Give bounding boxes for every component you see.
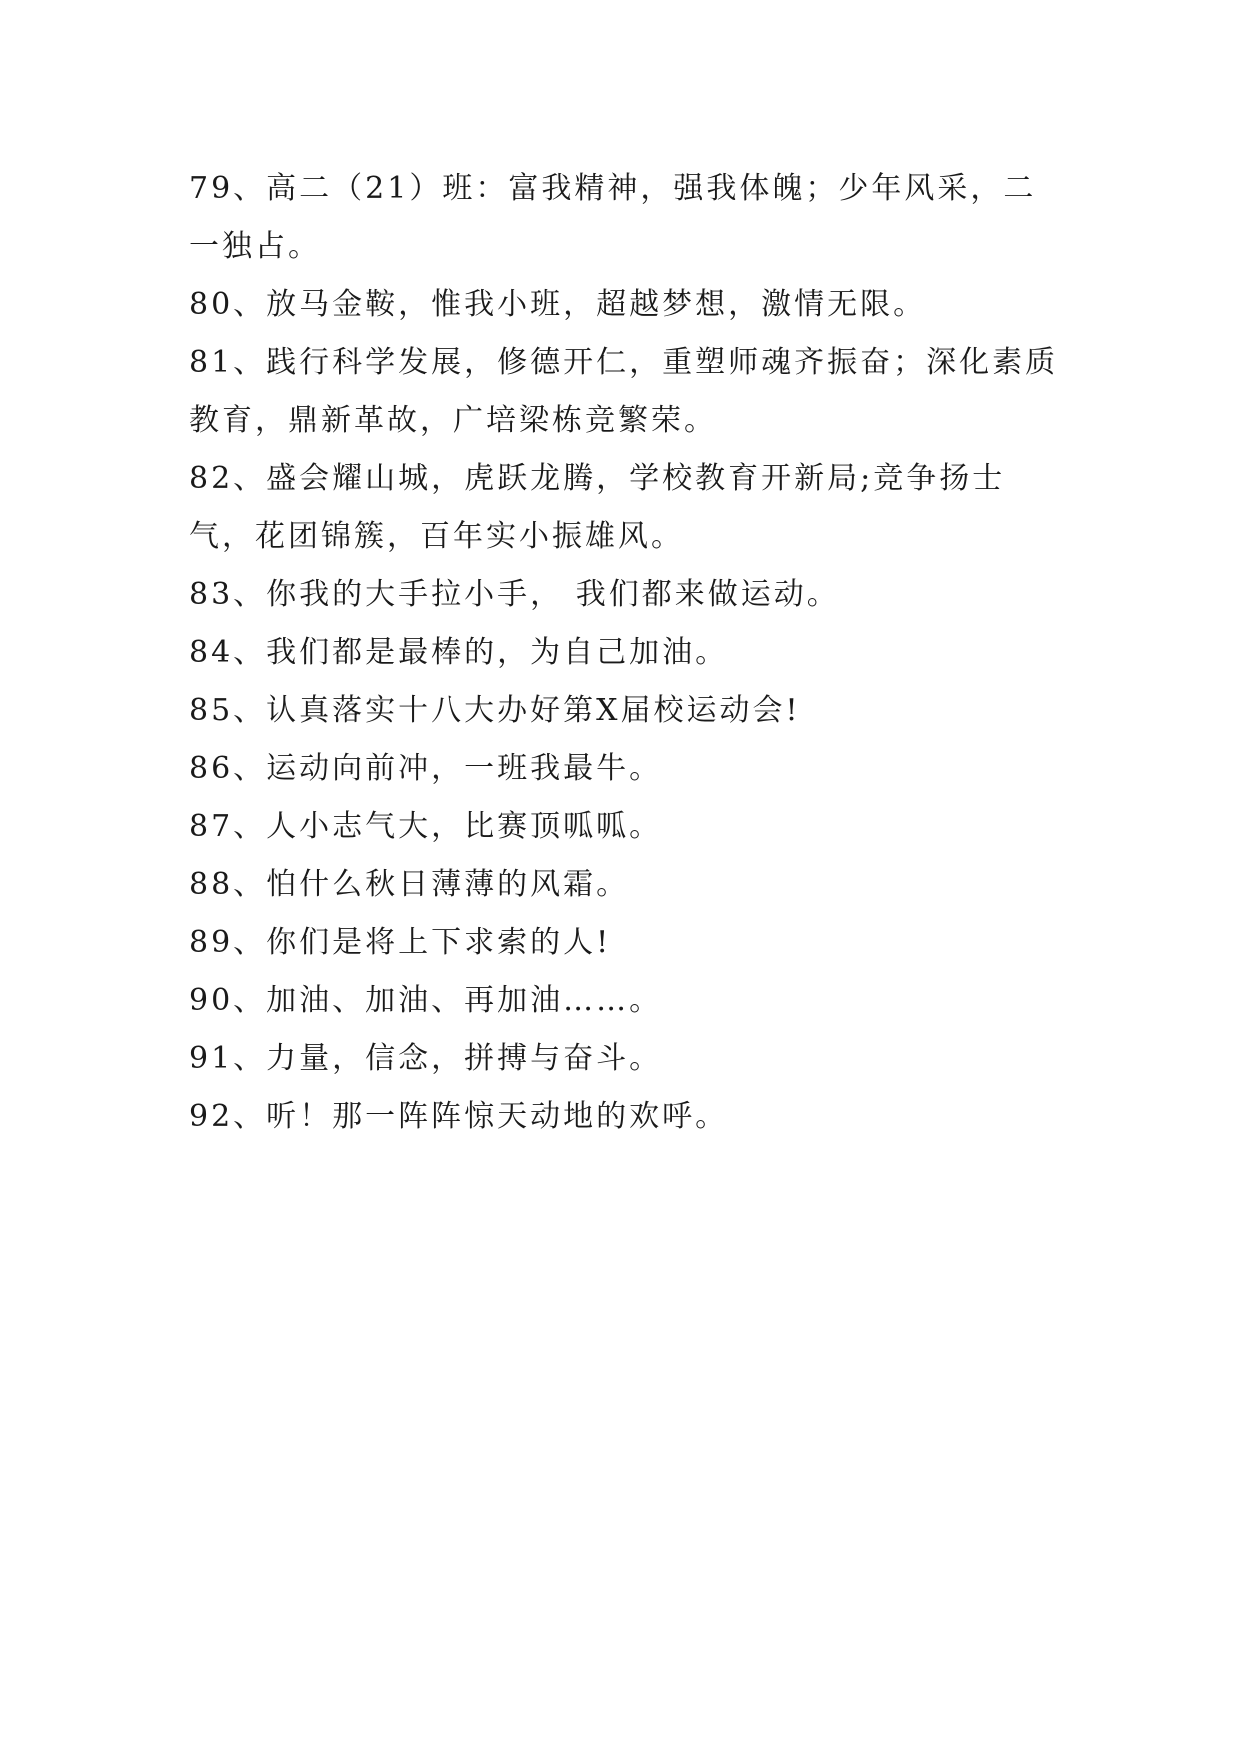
paragraph-86: 86、运动向前冲，一班我最牛。 <box>189 751 663 786</box>
paragraph-92: 92、听！那一阵阵惊天动地的欢呼。 <box>189 1099 729 1134</box>
paragraph-83: 83、你我的大手拉小手， 我们都来做运动。 <box>189 577 840 612</box>
paragraph-85: 85、认真落实十八大办好第X届校运动会! <box>189 693 801 728</box>
paragraph-82: 82、盛会耀山城，虎跃龙腾，学校教育开新局;竞争扬士气，花团锦簇，百年实小振雄风。 <box>189 461 1006 554</box>
paragraph-87: 87、人小志气大，比赛顶呱呱。 <box>189 809 663 844</box>
paragraph-84: 84、我们都是最棒的，为自己加油。 <box>189 635 729 670</box>
paragraph-91: 91、力量，信念，拼搏与奋斗。 <box>189 1041 663 1076</box>
paragraph-79: 79、高二（21）班：富我精神，强我体魄；少年风采，二一独占。 <box>189 171 1037 264</box>
document-body <box>189 160 1059 1146</box>
paragraph-89: 89、你们是将上下求索的人! <box>189 925 612 960</box>
paragraph-90: 90、加油、加油、再加油……。 <box>189 983 663 1018</box>
paragraph-88: 88、怕什么秋日薄薄的风霜。 <box>189 867 630 902</box>
paragraph-81: 81、践行科学发展，修德开仁，重塑师魂齐振奋；深化素质教育，鼎新革故，广培梁栋竞繁荣。 <box>189 345 1059 438</box>
paragraph-80: 80、放马金鞍，惟我小班，超越梦想，激情无限。 <box>189 287 927 322</box>
